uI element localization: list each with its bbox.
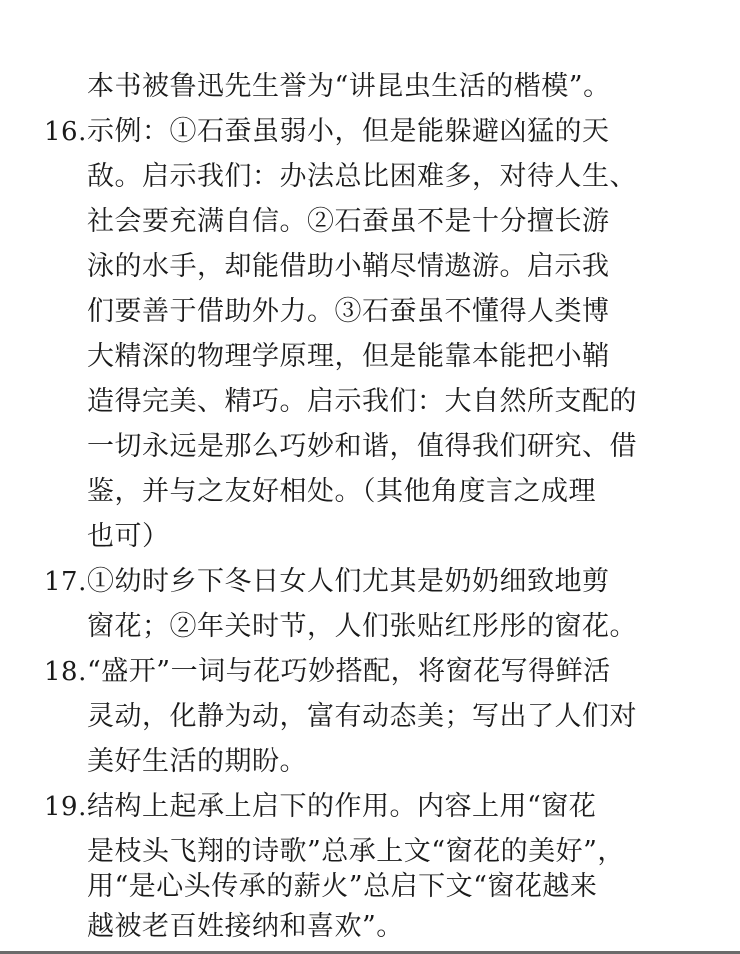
line-text: 社会要充满自信。②石蚕虽不是十分擅长游 — [87, 206, 610, 237]
line-text: ①幼时乡下冬日女人们尤其是奶奶细致地剪 — [87, 566, 610, 597]
line-text: 一切永远是那么巧妙和谐，值得我们研究、借 — [87, 431, 637, 462]
line-text: 窗花；②年关时节，人们张贴红彤彤的窗花。 — [87, 611, 637, 642]
line-text: 美好生活的期盼。 — [87, 746, 307, 777]
line-text: 大精深的物理学原理，但是能靠本能把小鞘 — [87, 341, 610, 372]
line-text: 越被老百姓接纳和喜欢”。 — [87, 911, 404, 942]
line-text: 泳的水手，却能借助小鞘尽情遨游。启示我 — [87, 251, 610, 282]
line-text: 示例：①石蚕虽弱小，但是能躲避凶猛的天 — [87, 116, 610, 147]
line-text: “盛开”一词与花巧妙搭配，将窗花写得鲜活 — [87, 656, 611, 687]
line-text: 灵动，化静为动，富有动态美；写出了人们对 — [87, 701, 637, 732]
line-text: 本书被鲁迅先生誉为“讲昆虫生活的楷模”。 — [87, 71, 611, 102]
line-text: 造得完美、精巧。启示我们：大自然所支配的 — [87, 386, 637, 417]
item-number: 17. — [44, 567, 87, 597]
line-text: 也可） — [87, 521, 170, 552]
line-text: 是枝头飞翔的诗歌”总承上文“窗花的美好”， — [87, 836, 625, 867]
line-text: 们要善于借助外力。③石蚕虽不懂得人类博 — [87, 296, 610, 327]
line-text: 鉴，并与之友好相处。（其他角度言之成理 — [87, 476, 596, 507]
line-text: 结构上起承上启下的作用。内容上用“窗花 — [87, 791, 597, 822]
item-number: 16. — [44, 117, 87, 147]
line-text: 用“是心头传承的薪火”总启下文“窗花越来 — [87, 871, 598, 902]
line-text: 敌。启示我们：办法总比困难多，对待人生、 — [87, 161, 637, 192]
item-number: 18. — [44, 657, 87, 687]
item-number: 19. — [44, 792, 87, 822]
